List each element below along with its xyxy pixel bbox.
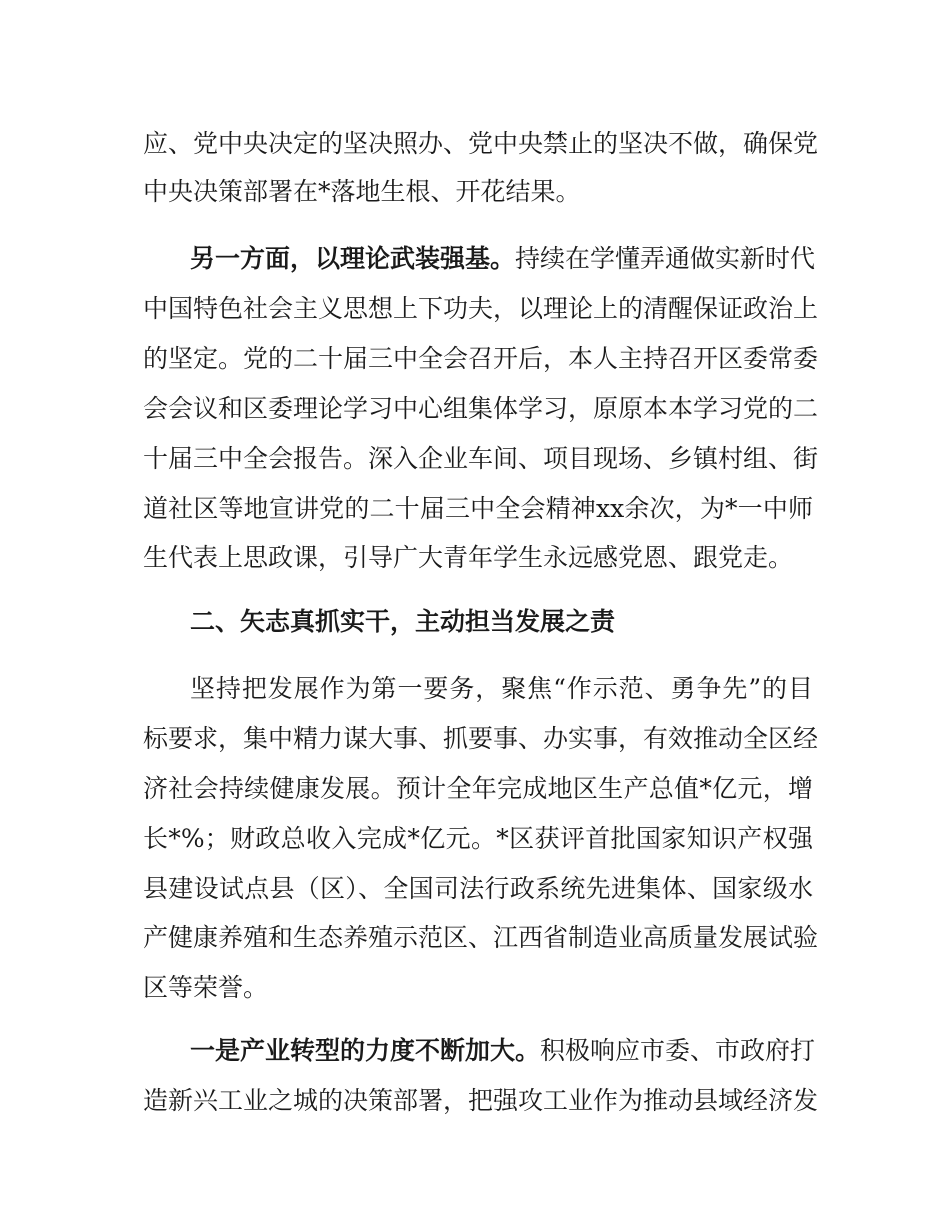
para3-line-6: 产健康养殖和生态养殖示范区、江西省制造业高质量发展试验: [143, 923, 819, 952]
para4-lead-heading: 一是产业转型的力度不断加大。: [190, 1036, 541, 1065]
para4-line-1: [190, 1031, 816, 1071]
para2-line-4: 会会议和区委理论学习中心组集体学习，原原本本学习党的二: [143, 394, 819, 423]
para2-line-2: 中国特色社会主义思想上下功夫，以理论上的清醒保证政治上: [143, 294, 819, 323]
para1-line-2: 中央决策部署在*落地生根、开花结果。: [143, 177, 581, 206]
para3-line-1: 坚持把发展作为第一要务，聚焦“作示范、勇争先”的目: [190, 674, 813, 703]
para2-first-rest: 持续在学懂弄通做实新时代: [515, 244, 816, 273]
para4-first-rest: 积极响应市委、市政府打: [540, 1036, 816, 1065]
para3-line-4: 长*%；财政总收入完成*亿元。*区获评首批国家知识产权强: [143, 824, 813, 853]
para3-line-5: 县建设试点县（区）、全国司法行政系统先进集体、国家级水: [143, 874, 813, 903]
para2-lead-heading: 另一方面，以理论武装强基。: [190, 244, 516, 273]
para3-line-3: 济社会持续健康发展。预计全年完成地区生产总值*亿元，增: [143, 774, 813, 803]
para3-line-7: 区等荣誉。: [143, 973, 269, 1002]
para4-line-2: 造新兴工业之城的决策部署，把强攻工业作为推动县域经济发: [143, 1086, 819, 1115]
para2-line-1: [190, 239, 816, 279]
para2-line-3: 的坚定。党的二十届三中全会召开后，本人主持召开区委常委: [143, 344, 819, 373]
para3-line-2: 标要求，集中精力谋大事、抓要事、办实事，有效推动全区经: [143, 724, 819, 753]
section-heading-2: 二、矢志真抓实干，主动担当发展之责: [190, 607, 616, 636]
para1-line-1: 应、党中央决定的坚决照办、党中央禁止的坚决不做，确保党: [143, 129, 819, 158]
para2-line-5: 十届三中全会报告。深入企业车间、项目现场、乡镇村组、街: [143, 444, 819, 473]
para2-line-7: 生代表上思政课，引导广大青年学生永远感党恩、跟党走。: [143, 543, 794, 572]
para2-line-6: 道社区等地宣讲党的二十届三中全会精神xx余次，为*一中师: [143, 494, 813, 523]
